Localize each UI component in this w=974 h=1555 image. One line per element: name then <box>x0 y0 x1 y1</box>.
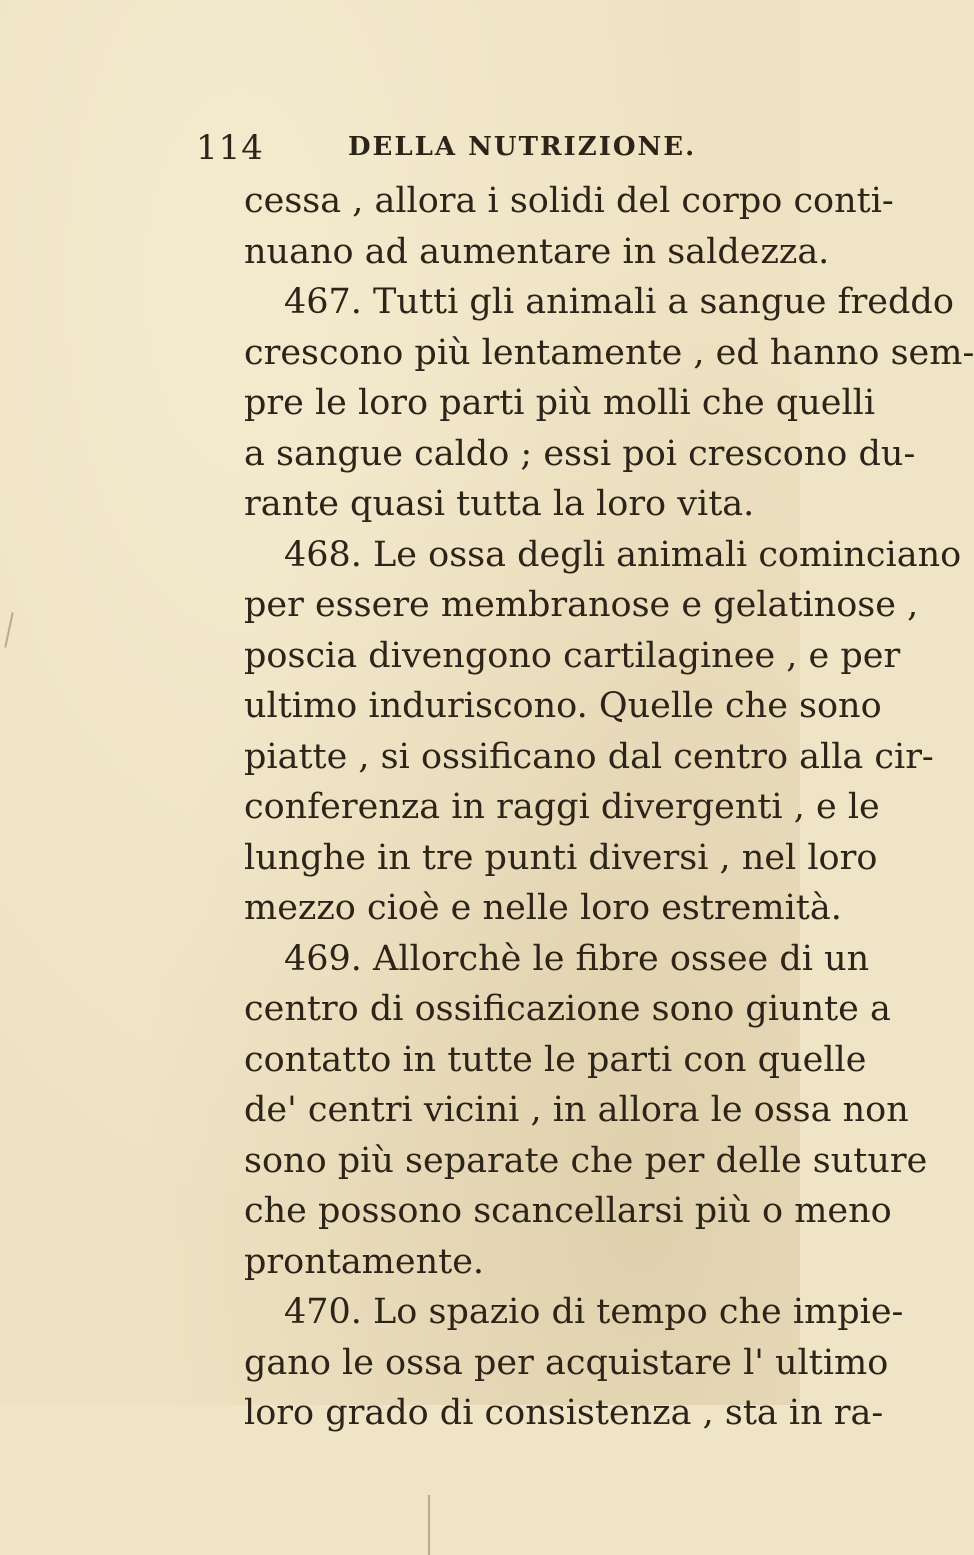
text-line: che possono scancellarsi più o meno <box>244 1191 892 1231</box>
text-line: contatto in tutte le parti con quelle <box>244 1039 867 1080</box>
text-line: crescono più lentamente , ed hanno sem- <box>244 332 974 373</box>
text-line: cessa , allora i solidi del corpo conti- <box>244 181 894 221</box>
text-line: gano le ossa per acquistare l' ultimo <box>244 1342 889 1383</box>
paper-mark <box>4 612 13 648</box>
body-text <box>244 176 974 1439</box>
page-header <box>196 128 760 168</box>
paragraph-470-start: 470. Lo spazio di tempo che impie- <box>284 1292 904 1332</box>
text-line: centro di ossificazione sono giunte a <box>244 989 891 1029</box>
text-line: rante quasi tutta la loro vita. <box>244 484 755 524</box>
text-line: a sangue caldo ; essi poi crescono du- <box>244 433 916 474</box>
paragraph-467-start: 467. Tutti gli animali a sangue freddo <box>284 282 954 322</box>
text-line: pre le loro parti più molli che quelli <box>244 383 876 423</box>
text-line: piatte , si ossificano dal centro alla cir- <box>244 736 934 777</box>
text-line: loro grado di consistenza , sta in ra- <box>244 1393 884 1433</box>
text-line: per essere membranose e gelatinose , <box>244 585 919 625</box>
text-line: mezzo cioè e nelle loro estremità. <box>244 888 842 928</box>
paragraph-468-start: 468. Le ossa degli animali cominciano <box>284 534 962 575</box>
running-head: DELLA NUTRIZIONE. <box>348 132 697 162</box>
text-line: de' centri vicini , in allora le ossa non <box>244 1090 909 1130</box>
text-line: sono più separate che per delle suture <box>244 1140 928 1181</box>
text-line: poscia divengono cartilaginee , e per <box>244 635 901 676</box>
page-number: 114 <box>196 128 264 168</box>
text-line: lunghe in tre punti diversi , nel loro <box>244 837 878 878</box>
text-line: ultimo induriscono. Quelle che sono <box>244 686 882 726</box>
paper-mark <box>428 1495 430 1555</box>
paragraph-469-start: 469. Allorchè le fibre ossee di un <box>284 938 870 979</box>
text-line: nuano ad aumentare in saldezza. <box>244 231 830 272</box>
text-line: conferenza in raggi divergenti , e le <box>244 787 880 827</box>
text-line: prontamente. <box>244 1241 485 1282</box>
